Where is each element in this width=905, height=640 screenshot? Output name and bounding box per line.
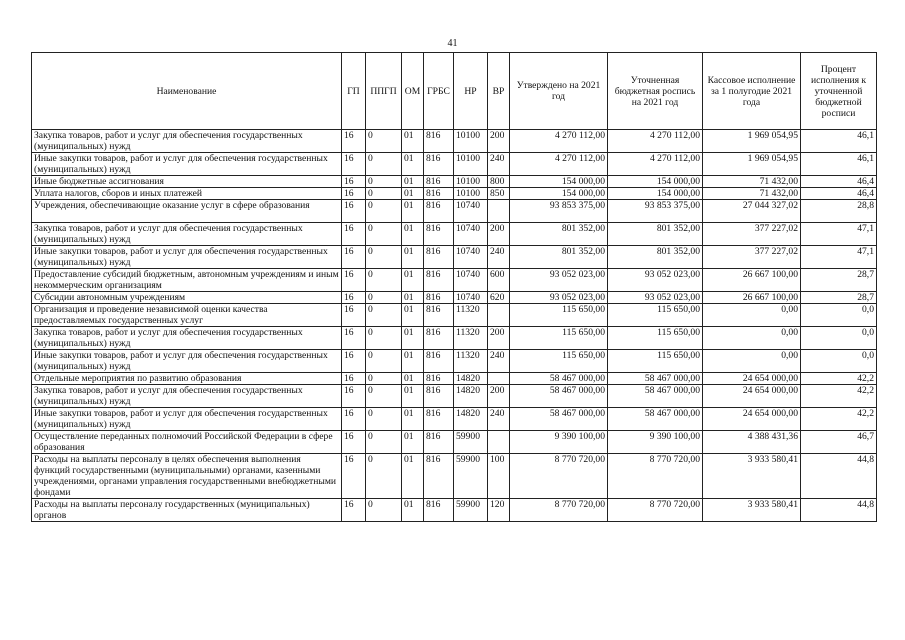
- cell-cash: 0,00: [703, 327, 801, 350]
- cell-ppgp: 0: [366, 130, 402, 153]
- header-percent: Процент исполнения к уточненной бюджетной росписи: [801, 53, 877, 130]
- cell-om: 01: [402, 304, 424, 327]
- cell-approved: 93 052 023,00: [510, 292, 608, 304]
- cell-nr: 59900: [454, 499, 488, 522]
- header-nr: НР: [454, 53, 488, 130]
- cell-nr: 10740: [454, 246, 488, 269]
- cell-ppgp: 0: [366, 408, 402, 431]
- cell-cash: 3 933 580,41: [703, 499, 801, 522]
- cell-percent: 0,0: [801, 350, 877, 373]
- header-vr: ВР: [488, 53, 510, 130]
- cell-grbs: 816: [424, 385, 454, 408]
- cell-nr: 10100: [454, 153, 488, 176]
- cell-ppgp: 0: [366, 246, 402, 269]
- cell-cash: 3 933 580,41: [703, 454, 801, 499]
- cell-ppgp: 0: [366, 223, 402, 246]
- cell-refined: 154 000,00: [608, 176, 703, 188]
- table-row: [32, 350, 877, 373]
- cell-om: 01: [402, 246, 424, 269]
- cell-nr: 14820: [454, 373, 488, 385]
- cell-approved: 8 770 720,00: [510, 499, 608, 522]
- cell-om: 01: [402, 292, 424, 304]
- cell-name: Закупка товаров, работ и услуг для обеспечения государственных (муниципальных) нужд: [32, 130, 342, 153]
- cell-ppgp: 0: [366, 200, 402, 223]
- cell-nr: 10740: [454, 223, 488, 246]
- cell-grbs: 816: [424, 223, 454, 246]
- cell-refined: 8 770 720,00: [608, 499, 703, 522]
- cell-percent: 47,1: [801, 223, 877, 246]
- cell-ppgp: 0: [366, 373, 402, 385]
- table-row: [32, 223, 877, 246]
- cell-name: Организация и проведение независимой оценки качества предоставляемых государственных услуг: [32, 304, 342, 327]
- cell-ppgp: 0: [366, 176, 402, 188]
- cell-gp: 16: [342, 304, 366, 327]
- cell-grbs: 816: [424, 350, 454, 373]
- cell-gp: 16: [342, 130, 366, 153]
- cell-cash: 71 432,00: [703, 176, 801, 188]
- cell-name: Уплата налогов, сборов и иных платежей: [32, 188, 342, 200]
- cell-approved: 115 650,00: [510, 304, 608, 327]
- cell-approved: 115 650,00: [510, 327, 608, 350]
- header-gp: ГП: [342, 53, 366, 130]
- cell-ppgp: 0: [366, 188, 402, 200]
- cell-percent: 42,2: [801, 408, 877, 431]
- cell-percent: 42,2: [801, 385, 877, 408]
- cell-percent: 47,1: [801, 246, 877, 269]
- cell-nr: 10740: [454, 269, 488, 292]
- cell-grbs: 816: [424, 499, 454, 522]
- cell-name: Закупка товаров, работ и услуг для обеспечения государственных (муниципальных) нужд: [32, 327, 342, 350]
- cell-ppgp: 0: [366, 304, 402, 327]
- cell-nr: 10100: [454, 176, 488, 188]
- cell-refined: 93 853 375,00: [608, 200, 703, 223]
- cell-refined: 154 000,00: [608, 188, 703, 200]
- cell-approved: 115 650,00: [510, 350, 608, 373]
- cell-grbs: 816: [424, 327, 454, 350]
- cell-percent: 46,4: [801, 176, 877, 188]
- cell-vr: 600: [488, 269, 510, 292]
- cell-vr: [488, 373, 510, 385]
- cell-approved: 93 052 023,00: [510, 269, 608, 292]
- cell-om: 01: [402, 499, 424, 522]
- cell-name: Иные бюджетные ассигнования: [32, 176, 342, 188]
- cell-approved: 154 000,00: [510, 188, 608, 200]
- cell-nr: 14820: [454, 408, 488, 431]
- cell-vr: 240: [488, 350, 510, 373]
- cell-percent: 28,7: [801, 269, 877, 292]
- cell-cash: 24 654 000,00: [703, 385, 801, 408]
- cell-percent: 42,2: [801, 373, 877, 385]
- cell-cash: 377 227,02: [703, 246, 801, 269]
- cell-percent: 28,7: [801, 292, 877, 304]
- cell-ppgp: 0: [366, 454, 402, 499]
- cell-approved: 4 270 112,00: [510, 130, 608, 153]
- cell-name: Осуществление переданных полномочий Российской Федерации в сфере образования: [32, 431, 342, 454]
- cell-cash: 0,00: [703, 304, 801, 327]
- cell-om: 01: [402, 269, 424, 292]
- cell-approved: 58 467 000,00: [510, 408, 608, 431]
- cell-vr: 240: [488, 408, 510, 431]
- header-ppgp: ППГП: [366, 53, 402, 130]
- cell-gp: 16: [342, 408, 366, 431]
- cell-grbs: 816: [424, 304, 454, 327]
- table-row: [32, 454, 877, 499]
- cell-name: Расходы на выплаты персоналу государственных (муниципальных) органов: [32, 499, 342, 522]
- table-row: [32, 499, 877, 522]
- cell-gp: 16: [342, 431, 366, 454]
- cell-om: 01: [402, 327, 424, 350]
- table-row: [32, 373, 877, 385]
- cell-percent: 28,8: [801, 200, 877, 223]
- header-grbs: ГРБС: [424, 53, 454, 130]
- cell-om: 01: [402, 454, 424, 499]
- table-row: [32, 200, 877, 223]
- cell-vr: [488, 200, 510, 223]
- cell-approved: 58 467 000,00: [510, 385, 608, 408]
- cell-approved: 4 270 112,00: [510, 153, 608, 176]
- cell-gp: 16: [342, 292, 366, 304]
- cell-gp: 16: [342, 373, 366, 385]
- header-approved: Утверждено на 2021 год: [510, 53, 608, 130]
- table-row: [32, 246, 877, 269]
- cell-percent: 44,8: [801, 454, 877, 499]
- cell-vr: 120: [488, 499, 510, 522]
- cell-grbs: 816: [424, 176, 454, 188]
- cell-approved: 801 352,00: [510, 223, 608, 246]
- cell-vr: 200: [488, 130, 510, 153]
- cell-vr: 240: [488, 246, 510, 269]
- cell-om: 01: [402, 188, 424, 200]
- cell-om: 01: [402, 350, 424, 373]
- cell-refined: 4 270 112,00: [608, 130, 703, 153]
- cell-om: 01: [402, 373, 424, 385]
- cell-gp: 16: [342, 200, 366, 223]
- table-row: [32, 408, 877, 431]
- cell-refined: 115 650,00: [608, 304, 703, 327]
- cell-om: 01: [402, 431, 424, 454]
- page-number: 41: [447, 38, 458, 49]
- cell-refined: 58 467 000,00: [608, 385, 703, 408]
- table-row: [32, 153, 877, 176]
- table-row: [32, 431, 877, 454]
- table-body: [32, 130, 877, 522]
- cell-name: Расходы на выплаты персоналу в целях обеспечения выполнения функций государственными (муниципальными) органами, казенными учреждениями, органами управления государственными внебюджетными фондами: [32, 454, 342, 499]
- table-row: [32, 176, 877, 188]
- header-om: ОМ: [402, 53, 424, 130]
- cell-cash: 377 227,02: [703, 223, 801, 246]
- cell-percent: 46,7: [801, 431, 877, 454]
- cell-gp: 16: [342, 223, 366, 246]
- cell-cash: 27 044 327,02: [703, 200, 801, 223]
- cell-name: Учреждения, обеспечивающие оказание услуг в сфере образования: [32, 200, 342, 223]
- cell-nr: 14820: [454, 385, 488, 408]
- table-row: [32, 385, 877, 408]
- cell-vr: 620: [488, 292, 510, 304]
- cell-cash: 1 969 054,95: [703, 153, 801, 176]
- cell-grbs: 816: [424, 431, 454, 454]
- cell-om: 01: [402, 385, 424, 408]
- table-row: [32, 269, 877, 292]
- cell-grbs: 816: [424, 408, 454, 431]
- table-row: [32, 292, 877, 304]
- cell-gp: 16: [342, 153, 366, 176]
- cell-name: Предоставление субсидий бюджетным, автономным учреждениям и иным некоммерческим организациям: [32, 269, 342, 292]
- cell-grbs: 816: [424, 188, 454, 200]
- cell-approved: 58 467 000,00: [510, 373, 608, 385]
- cell-grbs: 816: [424, 454, 454, 499]
- cell-refined: 4 270 112,00: [608, 153, 703, 176]
- cell-grbs: 816: [424, 269, 454, 292]
- cell-om: 01: [402, 408, 424, 431]
- cell-grbs: 816: [424, 200, 454, 223]
- cell-gp: 16: [342, 385, 366, 408]
- cell-percent: 46,1: [801, 153, 877, 176]
- cell-ppgp: 0: [366, 499, 402, 522]
- header-refined: Уточненная бюджетная роспись на 2021 год: [608, 53, 703, 130]
- cell-percent: 46,4: [801, 188, 877, 200]
- cell-cash: 26 667 100,00: [703, 269, 801, 292]
- header-cash: Кассовое исполнение за 1 полугодие 2021 года: [703, 53, 801, 130]
- cell-gp: 16: [342, 176, 366, 188]
- cell-name: Отдельные мероприятия по развитию образования: [32, 373, 342, 385]
- table-row: [32, 327, 877, 350]
- cell-ppgp: 0: [366, 431, 402, 454]
- cell-name: Иные закупки товаров, работ и услуг для обеспечения государственных (муниципальных) нужд: [32, 350, 342, 373]
- cell-ppgp: 0: [366, 385, 402, 408]
- cell-grbs: 816: [424, 373, 454, 385]
- table-row: [32, 304, 877, 327]
- cell-approved: 93 853 375,00: [510, 200, 608, 223]
- cell-gp: 16: [342, 327, 366, 350]
- budget-execution-table: [31, 52, 877, 522]
- cell-name: Субсидии автономным учреждениям: [32, 292, 342, 304]
- cell-approved: 154 000,00: [510, 176, 608, 188]
- cell-gp: 16: [342, 269, 366, 292]
- cell-refined: 801 352,00: [608, 246, 703, 269]
- cell-name: Закупка товаров, работ и услуг для обеспечения государственных (муниципальных) нужд: [32, 223, 342, 246]
- cell-gp: 16: [342, 454, 366, 499]
- cell-refined: 58 467 000,00: [608, 408, 703, 431]
- cell-nr: 10740: [454, 292, 488, 304]
- cell-cash: 26 667 100,00: [703, 292, 801, 304]
- cell-nr: 59900: [454, 431, 488, 454]
- cell-cash: 24 654 000,00: [703, 408, 801, 431]
- cell-refined: 801 352,00: [608, 223, 703, 246]
- cell-refined: 8 770 720,00: [608, 454, 703, 499]
- cell-gp: 16: [342, 350, 366, 373]
- cell-grbs: 816: [424, 130, 454, 153]
- cell-vr: 100: [488, 454, 510, 499]
- cell-percent: 0,0: [801, 327, 877, 350]
- cell-grbs: 816: [424, 153, 454, 176]
- cell-gp: 16: [342, 499, 366, 522]
- cell-vr: 200: [488, 223, 510, 246]
- cell-refined: 115 650,00: [608, 350, 703, 373]
- cell-nr: 10100: [454, 130, 488, 153]
- table-header-row: [32, 53, 877, 130]
- cell-vr: 800: [488, 176, 510, 188]
- cell-refined: 93 052 023,00: [608, 292, 703, 304]
- table-row: [32, 188, 877, 200]
- cell-approved: 9 390 100,00: [510, 431, 608, 454]
- cell-grbs: 816: [424, 292, 454, 304]
- cell-ppgp: 0: [366, 350, 402, 373]
- cell-ppgp: 0: [366, 327, 402, 350]
- cell-refined: 9 390 100,00: [608, 431, 703, 454]
- cell-refined: 115 650,00: [608, 327, 703, 350]
- cell-approved: 8 770 720,00: [510, 454, 608, 499]
- cell-approved: 801 352,00: [510, 246, 608, 269]
- cell-vr: [488, 431, 510, 454]
- cell-om: 01: [402, 200, 424, 223]
- cell-cash: 1 969 054,95: [703, 130, 801, 153]
- cell-vr: 200: [488, 327, 510, 350]
- cell-cash: 0,00: [703, 350, 801, 373]
- cell-name: Иные закупки товаров, работ и услуг для обеспечения государственных (муниципальных) нужд: [32, 153, 342, 176]
- table-row: [32, 130, 877, 153]
- header-name: Наименование: [32, 53, 342, 130]
- cell-gp: 16: [342, 188, 366, 200]
- cell-vr: 200: [488, 385, 510, 408]
- cell-om: 01: [402, 223, 424, 246]
- cell-name: Иные закупки товаров, работ и услуг для обеспечения государственных (муниципальных) нужд: [32, 408, 342, 431]
- cell-percent: 44,8: [801, 499, 877, 522]
- cell-ppgp: 0: [366, 292, 402, 304]
- cell-om: 01: [402, 176, 424, 188]
- cell-nr: 59900: [454, 454, 488, 499]
- cell-ppgp: 0: [366, 269, 402, 292]
- cell-name: Иные закупки товаров, работ и услуг для обеспечения государственных (муниципальных) нужд: [32, 246, 342, 269]
- cell-om: 01: [402, 130, 424, 153]
- cell-ppgp: 0: [366, 153, 402, 176]
- cell-nr: 11320: [454, 304, 488, 327]
- cell-vr: [488, 304, 510, 327]
- cell-grbs: 816: [424, 246, 454, 269]
- cell-nr: 11320: [454, 350, 488, 373]
- cell-gp: 16: [342, 246, 366, 269]
- cell-nr: 10740: [454, 200, 488, 223]
- cell-om: 01: [402, 153, 424, 176]
- cell-name: Закупка товаров, работ и услуг для обеспечения государственных (муниципальных) нужд: [32, 385, 342, 408]
- cell-nr: 10100: [454, 188, 488, 200]
- cell-cash: 24 654 000,00: [703, 373, 801, 385]
- cell-refined: 58 467 000,00: [608, 373, 703, 385]
- cell-percent: 0,0: [801, 304, 877, 327]
- cell-vr: 240: [488, 153, 510, 176]
- cell-cash: 4 388 431,36: [703, 431, 801, 454]
- cell-refined: 93 052 023,00: [608, 269, 703, 292]
- cell-cash: 71 432,00: [703, 188, 801, 200]
- cell-nr: 11320: [454, 327, 488, 350]
- cell-percent: 46,1: [801, 130, 877, 153]
- cell-vr: 850: [488, 188, 510, 200]
